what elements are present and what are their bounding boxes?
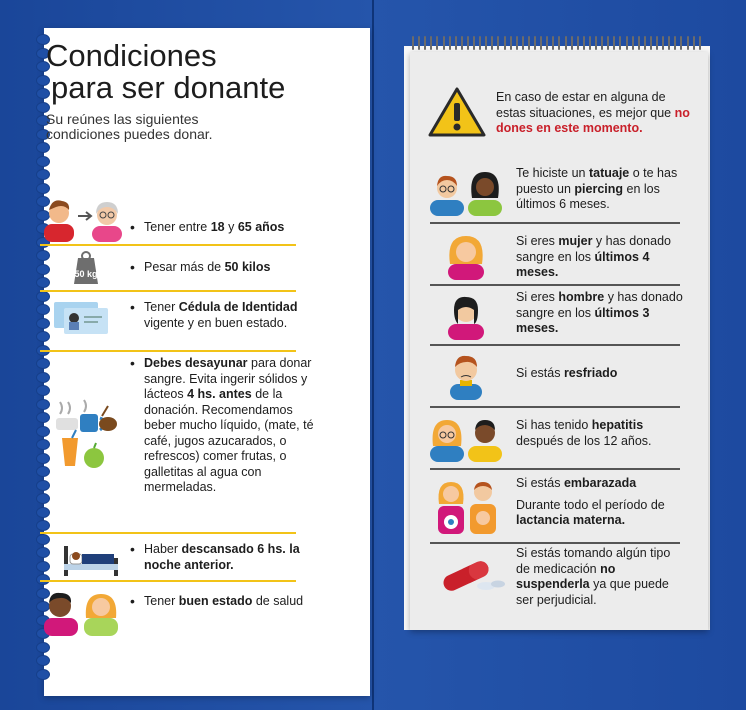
yellow-divider	[40, 350, 296, 352]
spiral-coil	[546, 36, 548, 50]
restriction-text: Si eres hombre y has donado sangre en los últimos 3 meses.	[516, 290, 683, 335]
condition-weight	[40, 250, 296, 288]
condition-breakfast	[40, 356, 314, 528]
spiral-coil	[656, 36, 658, 50]
spiral-coil	[577, 36, 579, 50]
spiral-coil	[552, 36, 554, 50]
spiral-coil	[479, 36, 481, 50]
spiral-coil	[668, 36, 670, 50]
divider	[430, 468, 680, 470]
restriction-text: Si estás embarazada Durante todo el período de lactancia materna.	[516, 476, 665, 527]
spiral-coil	[693, 36, 695, 50]
spiral-coil	[626, 36, 628, 50]
yellow-divider	[40, 532, 296, 534]
spiral-coil	[607, 36, 609, 50]
two-people-icon	[40, 588, 124, 641]
spiral-coil	[528, 36, 530, 50]
spiral-coil	[687, 36, 689, 50]
spiral-coil	[430, 36, 432, 50]
condition-age	[40, 196, 296, 242]
divider	[430, 542, 680, 544]
spiral-coil	[522, 36, 524, 50]
spiral-coil	[565, 36, 567, 50]
spiral-coil	[571, 36, 573, 50]
spiral-coil	[619, 36, 621, 50]
spiral-coil	[467, 36, 469, 50]
restriction-man	[430, 290, 683, 340]
spiral-coil	[497, 36, 499, 50]
spiral-hole	[36, 669, 50, 680]
pill-icon	[430, 558, 508, 599]
spiral-coil	[632, 36, 634, 50]
subtitle-line-1: Su reúnes las siguientes	[46, 111, 199, 127]
spiral-coil	[613, 36, 615, 50]
spiral-coil	[461, 36, 463, 50]
spiral-coil	[650, 36, 652, 50]
spiral-coil	[516, 36, 518, 50]
spiral-coil	[436, 36, 438, 50]
svg-text:50 kg: 50 kg	[74, 269, 98, 279]
restriction-text: Si has tenido hepatitis después de los 12 años.	[516, 418, 652, 448]
divider	[430, 344, 680, 346]
spiral-coil	[510, 36, 512, 50]
restriction-text: Si estás tomando algún tipo de medicación no suspenderla ya que puede ser perjudicial.	[516, 546, 671, 607]
spiral-hole	[36, 169, 50, 180]
restriction-text: Te hiciste un tatuaje o te has puesto un piercing en los últimos 6 meses.	[516, 166, 678, 211]
spiral-coil	[491, 36, 493, 50]
spiral-coil	[455, 36, 457, 50]
divider	[430, 406, 680, 408]
spiral-coil	[589, 36, 591, 50]
man-icon	[430, 292, 508, 345]
spiral-hole	[36, 156, 50, 167]
restriction-cold	[430, 350, 680, 402]
condition-health	[40, 586, 304, 638]
pregnant-couple-icon	[430, 478, 508, 541]
spiral-coil	[504, 36, 506, 50]
title-line-2: para ser donante	[51, 70, 286, 105]
spiral-coil	[680, 36, 682, 50]
warning-triangle-icon	[428, 86, 486, 138]
bed-icon	[40, 538, 124, 583]
spiral-coil	[534, 36, 536, 50]
condition-text: • Haber descansado 6 hs. la noche anterior.	[144, 542, 314, 573]
spiral-hole	[36, 183, 50, 194]
spiral-coil	[644, 36, 646, 50]
spiral-coil	[674, 36, 676, 50]
tattoo-people-icon	[430, 168, 508, 221]
spiral-coil	[595, 36, 597, 50]
spiral-coil	[638, 36, 640, 50]
weight-icon	[40, 250, 124, 291]
spiral-coil	[699, 36, 701, 50]
spiral-binding	[412, 36, 708, 52]
sick-man-icon	[430, 350, 508, 405]
person-to-elder-icon	[40, 196, 124, 247]
restriction-pregnancy	[430, 476, 680, 538]
restriction-text: Si estás resfriado	[516, 366, 618, 380]
spiral-coil	[473, 36, 475, 50]
restriction-hepatitis	[430, 412, 680, 464]
spiral-coil	[558, 36, 560, 50]
book-spine	[372, 0, 374, 710]
yellow-divider	[40, 290, 296, 292]
restriction-tattoo	[430, 166, 680, 218]
divider	[430, 222, 680, 224]
id-card-icon	[40, 300, 124, 341]
spiral-hole	[36, 142, 50, 153]
spiral-coil	[424, 36, 426, 50]
spiral-coil	[662, 36, 664, 50]
spiral-hole	[36, 642, 50, 653]
woman-icon	[430, 232, 508, 285]
spiral-coil	[418, 36, 420, 50]
condition-text: • Tener buen estado de salud	[144, 594, 314, 610]
restriction-medication	[430, 546, 680, 616]
page-title	[46, 40, 285, 104]
restriction-text: Si eres mujer y has donado sangre en los últimos 4 meses.	[516, 234, 671, 279]
spiral-coil	[540, 36, 542, 50]
condition-rest	[40, 536, 300, 580]
divider	[430, 284, 680, 286]
yellow-divider	[40, 244, 296, 246]
spiral-coil	[412, 36, 414, 50]
condition-text: • Tener Cédula de Identidad vigente y en buen estado.	[144, 300, 314, 331]
condition-text: • Tener entre 18 y 65 años	[144, 220, 314, 236]
spiral-coil	[443, 36, 445, 50]
title-line-1: Condiciones	[46, 38, 217, 73]
spiral-coil	[583, 36, 585, 50]
condition-text: • Pesar más de 50 kilos	[144, 260, 314, 276]
page-subtitle	[46, 112, 276, 142]
condition-text: • Debes desayunar para donar sangre. Evita ingerir sólidos y lácteos 4 hs. antes de la donación. Recomendamos beber mucho líquido, (mate, té café, jugos azucarados, o refrescos) comer frutas, o galletitas al agua con mermeladas.	[144, 356, 314, 496]
subtitle-line-2: condiciones puedes donar.	[46, 126, 213, 142]
spiral-coil	[601, 36, 603, 50]
spiral-coil	[485, 36, 487, 50]
warning-text: En caso de estar en alguna de estas situaciones, es mejor que no dones en este momento.	[496, 90, 690, 135]
breakfast-icon	[40, 396, 124, 481]
spiral-coil	[449, 36, 451, 50]
yellow-divider	[40, 580, 296, 582]
hepatitis-people-icon	[430, 414, 508, 467]
condition-id	[40, 296, 296, 346]
restriction-woman	[430, 228, 680, 280]
spiral-hole	[36, 655, 50, 666]
